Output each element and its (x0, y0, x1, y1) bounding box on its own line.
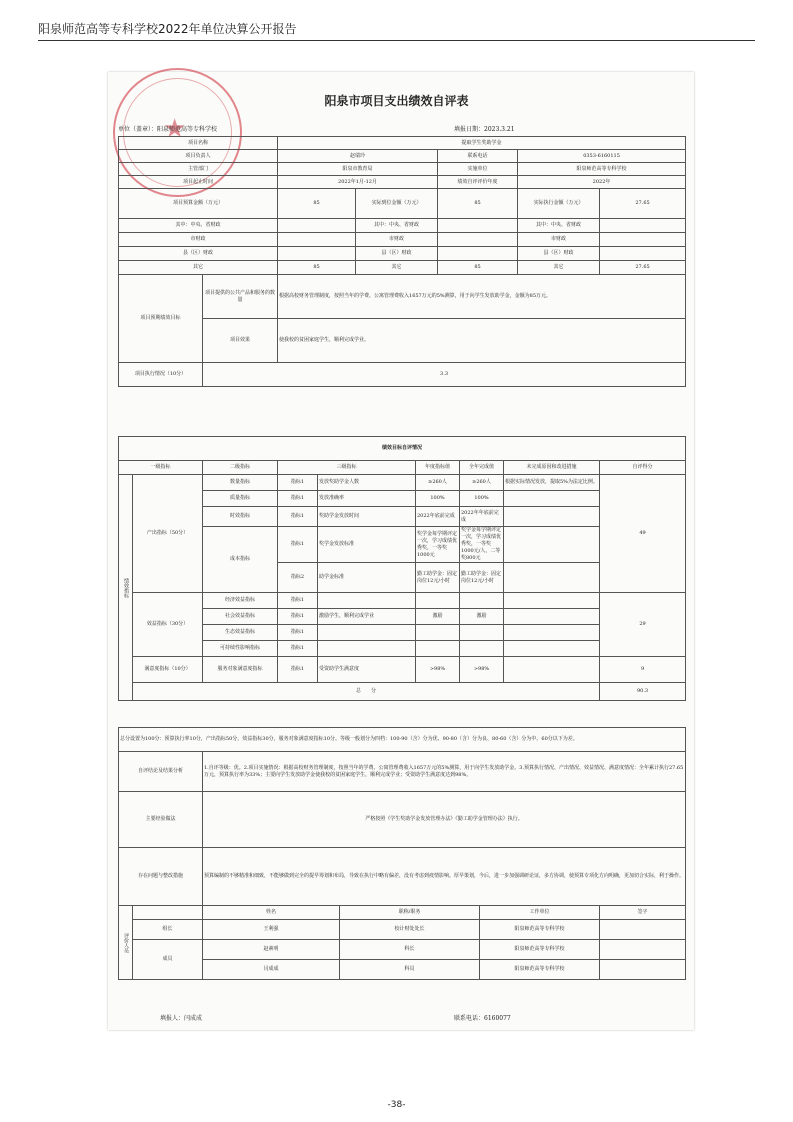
service-text: 根据高校财务管理制度，按照当年的学费、公寓管理费收入1657万元的5%测算，用于向学生发放助学金，金额为85万元。 (278, 275, 686, 319)
performance-table (118, 436, 686, 701)
qual-target: 100% (416, 491, 460, 507)
econ-idx: 指标1 (278, 593, 318, 609)
issue-text: 预算编制的不够精准和细致，不能够做到完全的提早筹划和布局，导致在执行中略有偏差，没有考虑到疫情影响。厚早策划，今后，进一步加强调研论证，多方协调，使预算专项化方向明确，更加切合实际，利于操作。 (203, 848, 686, 906)
satis-idx: 指标1 (278, 657, 318, 683)
social-idx: 指标1 (278, 609, 318, 625)
year: 2022年 (518, 176, 686, 189)
eco-idx: 指标1 (278, 625, 318, 641)
central-label-3: 其中：中央、省财政 (518, 219, 600, 233)
qty-target: ≥260人 (416, 475, 460, 491)
qty-idx: 指标1 (278, 475, 318, 491)
qual-label: 质量指标 (203, 491, 278, 507)
budget-label: 项目预算金额（万元） (119, 189, 278, 219)
perf-header-5: 全年完成值 (460, 461, 504, 475)
satis-target: >98% (416, 657, 460, 683)
time-label: 时效指标 (203, 507, 278, 527)
perf-header-1: 一级指标 (119, 461, 203, 475)
satis-label: 满意度指标（10分） (133, 657, 203, 683)
econ-label: 经济效益指标 (203, 593, 278, 609)
other-executed: 27.65 (600, 261, 686, 275)
satis-name: 受资助学生满意度 (318, 657, 416, 683)
effect-label: 效益指标（30分） (133, 593, 203, 657)
person-title: 科长 (340, 940, 480, 960)
social-label: 社会效益指标 (203, 609, 278, 625)
other-received: 85 (438, 261, 518, 275)
exec-label: 项目执行情况（10分） (119, 363, 203, 387)
project-info-table (118, 136, 686, 387)
target-label: 项目预期绩效目标 (119, 275, 203, 363)
eco-label: 生态效益指标 (203, 625, 278, 641)
social-done: 激励 (460, 609, 504, 625)
benefit-text: 使我校的贫困家庭学生，顺利完成学业。 (278, 319, 686, 363)
perf-header-6: 未完成原因和改进措施 (504, 461, 600, 475)
time-name: 奖助学金发放时间 (318, 507, 416, 527)
perf-header-4: 年度指标值 (416, 461, 460, 475)
central-label-2: 其中：中央、省财政 (356, 219, 438, 233)
dept-label: 主管部门 (119, 163, 278, 176)
city-label: 市财政 (119, 233, 278, 247)
service-label: 项目提供的公共产品和服务的数量 (203, 275, 278, 319)
page-number: -38- (387, 1100, 406, 1110)
satis-score: 9 (600, 657, 686, 683)
eval-label: 评价人员 (119, 906, 133, 980)
impl: 阳泉师范高等专科学校 (518, 163, 686, 176)
unit-label: 单位（盖章）：阳泉师范高等专科学校 (118, 126, 218, 133)
year-label: 绩效自评评价年度 (438, 176, 518, 189)
member-role: 成员 (133, 940, 203, 980)
social-name: 激励学生，顺利完成学业 (318, 609, 416, 625)
time-done: 2022年年底前完成 (460, 507, 504, 527)
cost2-target: 勤工助学金：固定岗位12元/小时 (416, 563, 460, 593)
leader-role: 组长 (133, 920, 203, 940)
sustain-label: 可持续性影响指标 (203, 641, 278, 657)
qty-done: ≥260人 (460, 475, 504, 491)
other-budget: 85 (278, 261, 356, 275)
county-label: 县（区）财政 (119, 247, 278, 261)
central-label: 其中：中央、省财政 (119, 219, 278, 233)
filler-label: 填报人：闫成成 (160, 1015, 203, 1022)
qty-reason: 根据实际情况发放，提取5%为法定比例。 (504, 475, 600, 491)
leader: 赵瑞玲 (278, 150, 438, 163)
perf-header-7: 自评得分 (600, 461, 686, 475)
county-label-3: 县（区）财政 (518, 247, 600, 261)
person-unit: 阳泉师范高等专科学校 (480, 920, 600, 940)
score-note: 总分设置为100分：预算执行率10分，产出指标50分，效益指标30分，服务对象满意度指标10分。等级一般划分为四档：100-90（含）分为优、90-80（含）分为良、80-60（含）分为中、60分以下为差。 (119, 728, 686, 752)
manage-label: 主要经验做法 (119, 792, 203, 848)
exec-score: 3.3 (203, 363, 686, 387)
other-label-2: 其它 (356, 261, 438, 275)
person-name: 闫成成 (203, 960, 340, 980)
leader-label: 项目负责人 (119, 150, 278, 163)
perf-group-label: 绩效指标 (119, 475, 133, 701)
contact-label: 联系电话：6160077 (454, 1015, 511, 1022)
cost1-idx: 指标1 (278, 527, 318, 563)
eval-header-title: 职称/职务 (340, 906, 480, 920)
person-name: 王利强 (203, 920, 340, 940)
perf-section-title: 绩效目标自评情况 (119, 437, 686, 461)
received-label: 实际到位金额（万元） (356, 189, 438, 219)
city-label-2: 市财政 (356, 233, 438, 247)
total-score: 90.3 (600, 683, 686, 701)
eval-header-unit: 工作单位 (480, 906, 600, 920)
eval-header-name: 姓名 (203, 906, 340, 920)
person-title: 科员 (340, 960, 480, 980)
cost-label: 成本指标 (203, 527, 278, 593)
sustain-idx: 指标1 (278, 641, 318, 657)
person-title: 校计财处处长 (340, 920, 480, 940)
phone-label: 联系电话 (438, 150, 518, 163)
qty-name: 发放奖助学金人数 (318, 475, 416, 491)
qty-label: 数量指标 (203, 475, 278, 491)
cost1-target: 奖学金每学期评定一次，学习成绩优秀奖，一等奖1000元 (416, 527, 460, 563)
eval-header-sign: 签字 (600, 906, 686, 920)
period-label: 项目起止时间 (119, 176, 278, 189)
project-name: 提取学生奖助学金 (278, 137, 686, 150)
form-title: 阳泉市项目支出绩效自评表 (324, 94, 469, 108)
social-target: 激励 (416, 609, 460, 625)
evaluation-table (118, 727, 686, 980)
budget: 85 (278, 189, 356, 219)
cost2-done: 勤工助学金：固定岗位12元/小时 (460, 563, 504, 593)
qual-name: 发放准确率 (318, 491, 416, 507)
time-idx: 指标1 (278, 507, 318, 527)
total-label: 总 分 (133, 683, 600, 701)
executed-label: 实际执行金额（万元） (518, 189, 600, 219)
executed: 27.65 (600, 189, 686, 219)
benefit-label: 项目效果 (203, 319, 278, 363)
effect-score: 29 (600, 593, 686, 657)
phone: 0353-6160115 (518, 150, 686, 163)
conclusion-label: 自评结论及结果分析 (119, 752, 203, 792)
cost1-done: 奖学金每学期评定一次，学习成绩优秀奖，一等奖1000元/人，二等奖800元 (460, 527, 504, 563)
person-unit: 阳泉师范高等专科学校 (480, 960, 600, 980)
received: 85 (438, 189, 518, 219)
conclusion-text: 1.自评等级：优。2.项目实施情况：根据高校财务管理制度，按照当年的学费、公寓管理费收入1657万元的5%测算，用于向学生发放助学金。3.预算执行情况、产出情况、效益情况、满意度情况：全年累计执行27.65万元，预算执行率为33%；主要向学生发放助学金使我校的贫困家庭学生，顺利完成学业；受资助学生满意度达到98%。 (203, 752, 686, 792)
official-seal: ★ (113, 68, 242, 197)
other-label-3: 其它 (518, 261, 600, 275)
qual-idx: 指标1 (278, 491, 318, 507)
project-name-label: 项目名称 (119, 137, 278, 150)
report-header: 阳泉师范高等专科学校2022年单位决算公开报告 (38, 22, 297, 36)
city-label-3: 市财政 (518, 233, 600, 247)
cost2-name: 助学金标准 (318, 563, 416, 593)
other-label: 其它 (119, 261, 278, 275)
person-unit: 阳泉师范高等专科学校 (480, 940, 600, 960)
satis-done: >98% (460, 657, 504, 683)
dept: 阳泉市教育局 (278, 163, 438, 176)
perf-header-2: 二级指标 (203, 461, 278, 475)
satis-sub: 服务对象满意度指标 (203, 657, 278, 683)
output-label: 产出指标（50分） (133, 475, 203, 593)
person-name: 赵素明 (203, 940, 340, 960)
issue-label: 存在问题与整改措施 (119, 848, 203, 906)
cost2-idx: 指标2 (278, 563, 318, 593)
time-target: 2022年底前完成 (416, 507, 460, 527)
county-label-2: 县（区）财政 (356, 247, 438, 261)
impl-label: 实施单位 (438, 163, 518, 176)
cost1-name: 奖学金发放标准 (318, 527, 416, 563)
qual-done: 100% (460, 491, 504, 507)
header-divider (38, 40, 755, 41)
perf-header-3: 三级指标 (278, 461, 416, 475)
period: 2022年1月-12月 (278, 176, 438, 189)
date-label: 填报日期：2023.3.21 (454, 126, 515, 133)
manage-text: 严格按照《学生奖助学金发放管理办法》《勤工助学金管理办法》执行。 (203, 792, 686, 848)
output-score: 49 (600, 475, 686, 593)
